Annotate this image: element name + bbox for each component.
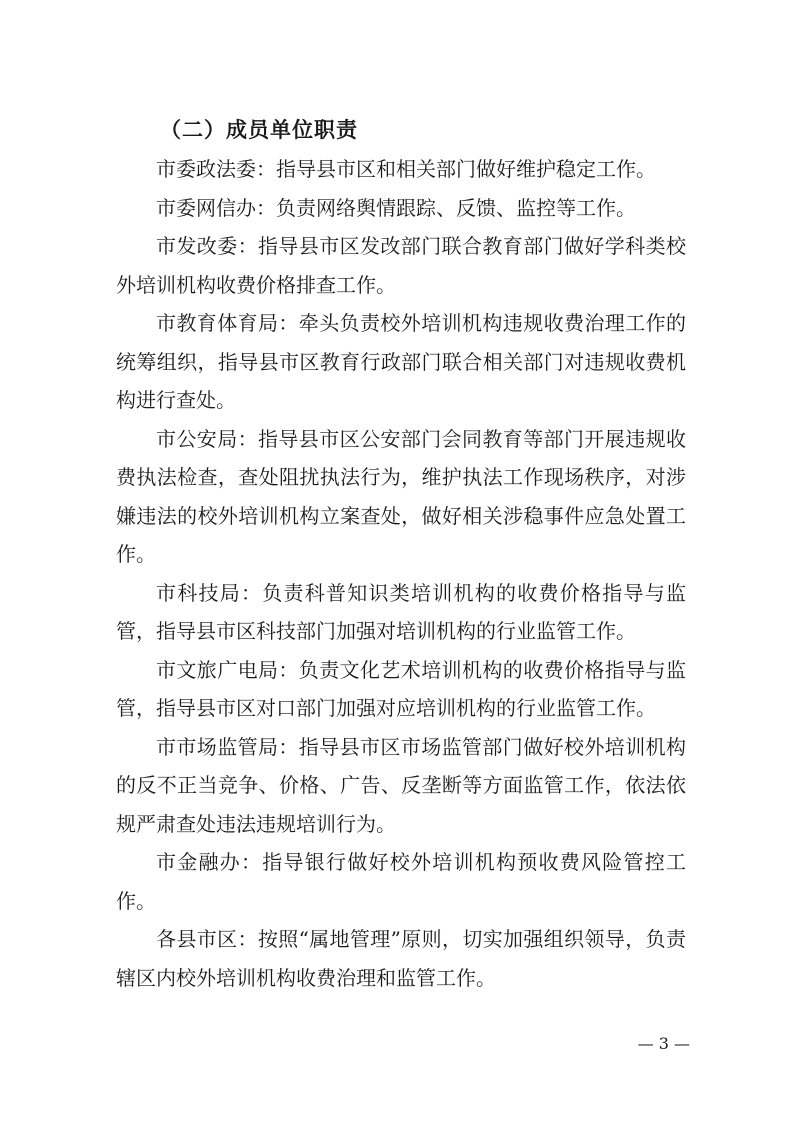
paragraph-culture-tourism-bureau: 市文旅广电局：负责文化艺术培训机构的收费价格指导与监管，指导县市区对口部门加强对应培训机构的行业监管工作。 xyxy=(116,657,686,720)
page-number: — 3 — xyxy=(637,1034,690,1053)
paragraph-finance-office: 市金融办：指导银行做好校外培训机构预收费风险管控工作。 xyxy=(116,850,686,913)
paragraph-political-legal-committee: 市委政法委：指导县市区和相关部门做好维护稳定工作。 xyxy=(156,157,656,181)
paragraph-education-sports-bureau: 市教育体育局：牵头负责校外培训机构违规收费治理工作的统筹组织，指导县市区教育行政部门联合相关部门对违规收费机构进行查处。 xyxy=(116,311,686,412)
paragraph-cyberspace-office: 市委网信办：负责网络舆情跟踪、反馈、监控等工作。 xyxy=(156,195,636,220)
paragraph-development-reform: 市发改委：指导县市区发改部门联合教育部门做好学科类校外培训机构收费价格排查工作。 xyxy=(116,234,686,297)
paragraph-counties-districts: 各县市区：按照“属地管理”原则，切实加强组织领导，负责辖区内校外培训机构收费治理和监管工作。 xyxy=(116,927,686,990)
paragraph-public-security-bureau: 市公安局：指导县市区公安部门会同教育等部门开展违规收费执法检查，查处阻扰执法行为，维护执法工作现场秩序，对涉嫌违法的校外培训机构立案查处，做好相关涉稳事件应急处置工作。 xyxy=(116,426,686,566)
section-heading: （二）成员单位职责 xyxy=(160,117,358,142)
paragraph-market-supervision-bureau: 市市场监管局：指导县市区市场监管部门做好校外培训机构的反不正当竞争、价格、广告、反垄断等方面监管工作，依法依规严肃查处违法违规培训行为。 xyxy=(116,734,686,836)
paragraph-science-technology-bureau: 市科技局：负责科普知识类培训机构的收费价格指导与监管，指导县市区科技部门加强对培训机构的行业监管工作。 xyxy=(116,580,686,643)
document-body xyxy=(116,150,686,997)
